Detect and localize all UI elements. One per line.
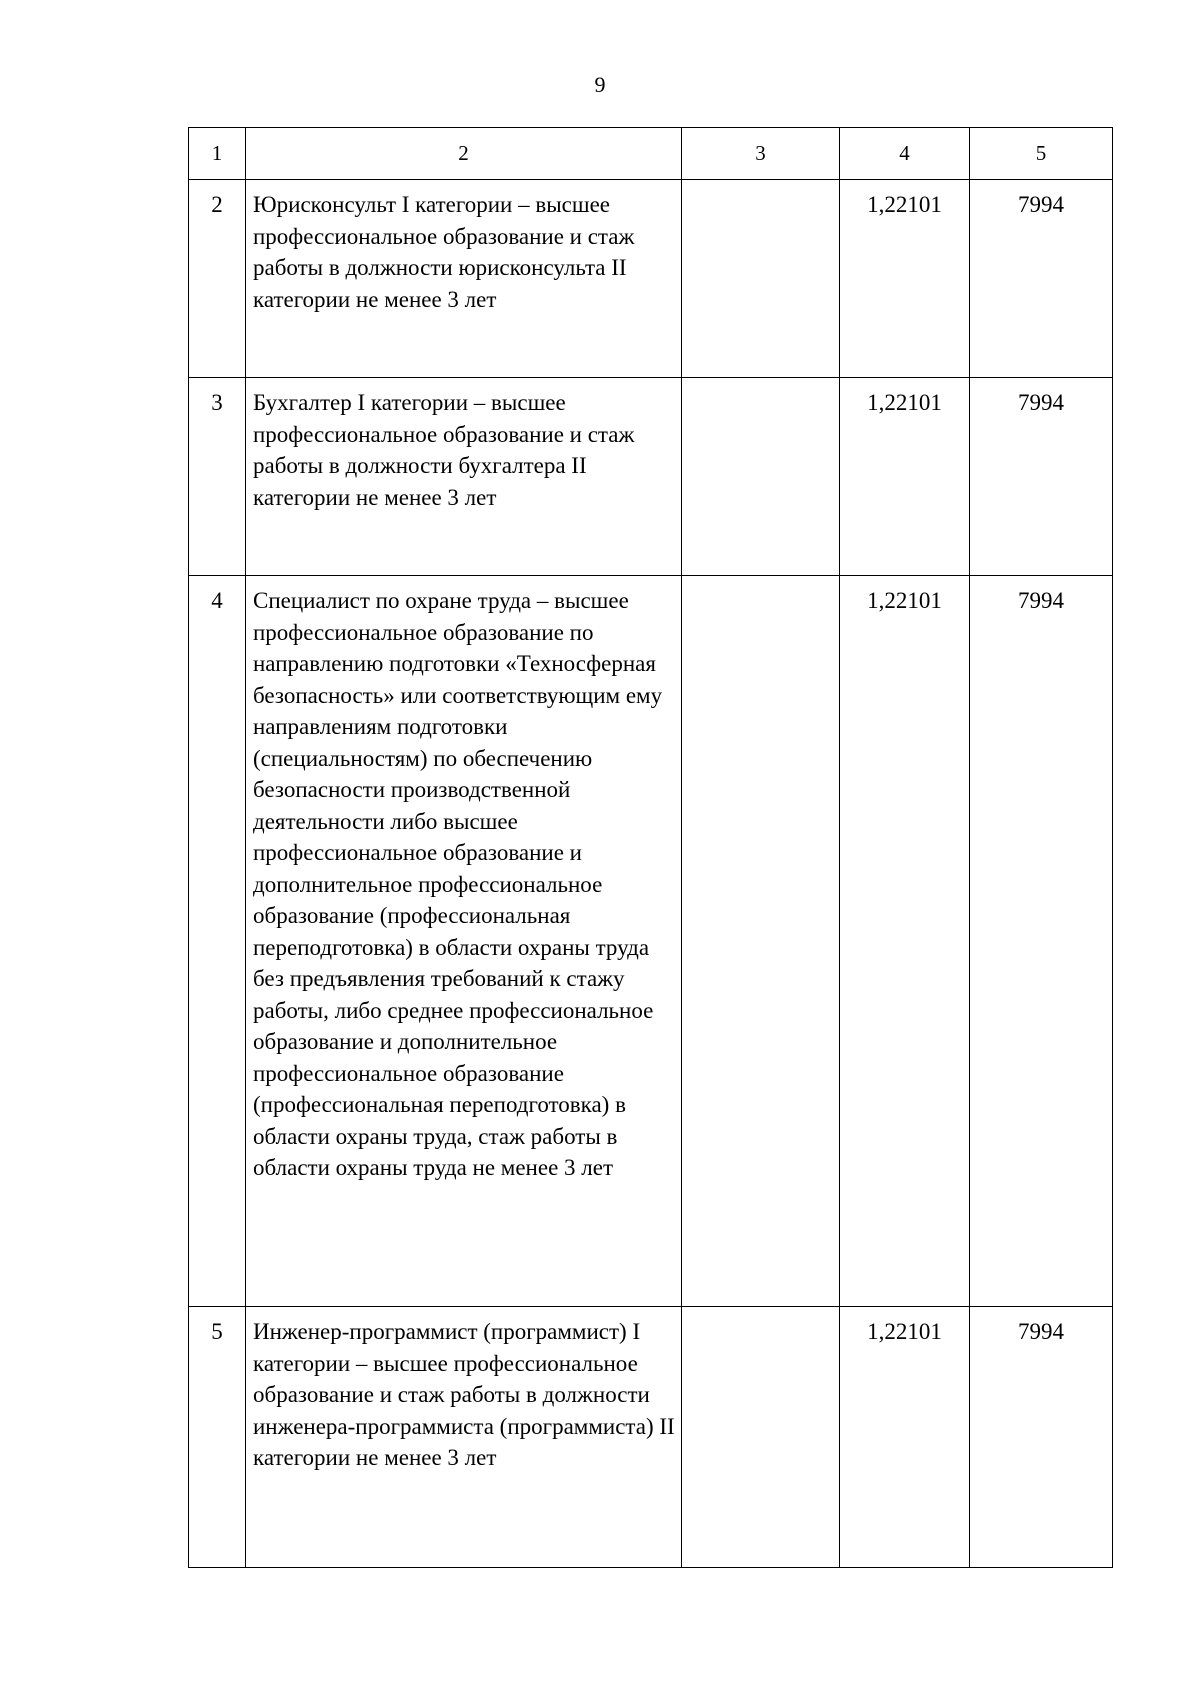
column-3-value bbox=[682, 378, 840, 576]
position-description: Бухгалтер I категории – высшее профессиональное образование и стаж работы в должности бухгалтера II категории не менее 3 лет bbox=[246, 378, 682, 576]
position-description: Специалист по охране труда – высшее профессиональное образование по направлению подготовки «Техносферная безопасность» или соответствующим ему направлениям подготовки (специальностям) по обеспечению безопасности производственной деятельности либо высшее профессиональное образование и дополнительное профессиональное образование (профессиональная переподготовка) в области охраны труда без предъявления требований к стажу работы, либо среднее профессиональное образование и дополнительное профессиональное образование (профессиональная переподготовка) в области охраны труда, стаж работы в области охраны труда не менее 3 лет bbox=[246, 576, 682, 1307]
amount-value: 7994 bbox=[970, 1307, 1113, 1568]
position-description: Инженер-программист (программист) I категории – высшее профессиональное образование и стаж работы в должности инженера-программиста (программиста) II категории не менее 3 лет bbox=[246, 1307, 682, 1568]
header-cell-2: 2 bbox=[246, 128, 682, 180]
header-cell-3: 3 bbox=[682, 128, 840, 180]
header-cell-1: 1 bbox=[189, 128, 246, 180]
column-3-value bbox=[682, 180, 840, 378]
coefficient-value: 1,22101 bbox=[840, 378, 970, 576]
header-cell-5: 5 bbox=[970, 128, 1113, 180]
coefficient-value: 1,22101 bbox=[840, 180, 970, 378]
table-row bbox=[189, 378, 1113, 576]
header-cell-4: 4 bbox=[840, 128, 970, 180]
table-header-row bbox=[189, 128, 1113, 180]
row-number: 5 bbox=[189, 1307, 246, 1568]
amount-value: 7994 bbox=[970, 180, 1113, 378]
table-row bbox=[189, 576, 1113, 1307]
amount-value: 7994 bbox=[970, 378, 1113, 576]
coefficient-value: 1,22101 bbox=[840, 1307, 970, 1568]
qualification-table bbox=[188, 127, 1113, 1568]
position-description: Юрисконсульт I категории – высшее профессиональное образование и стаж работы в должности юрисконсульта II категории не менее 3 лет bbox=[246, 180, 682, 378]
column-3-value bbox=[682, 576, 840, 1307]
table-row bbox=[189, 180, 1113, 378]
table-row bbox=[189, 1307, 1113, 1568]
row-number: 3 bbox=[189, 378, 246, 576]
coefficient-value: 1,22101 bbox=[840, 576, 970, 1307]
page-number: 9 bbox=[594, 72, 606, 97]
row-number: 2 bbox=[189, 180, 246, 378]
amount-value: 7994 bbox=[970, 576, 1113, 1307]
row-number: 4 bbox=[189, 576, 246, 1307]
column-3-value bbox=[682, 1307, 840, 1568]
